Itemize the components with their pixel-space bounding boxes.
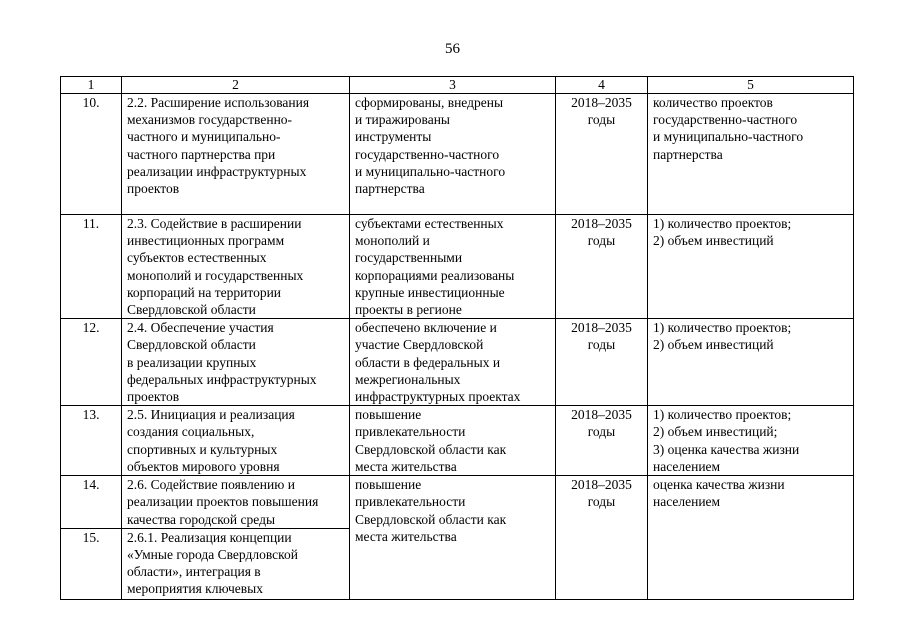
text-line: государственно-частного <box>355 146 500 162</box>
result-cell <box>350 215 556 319</box>
text-line: повышение <box>355 407 422 423</box>
measure-cell <box>122 215 350 319</box>
text-line: качества городской среды <box>127 511 276 527</box>
table-row <box>61 215 854 319</box>
row-number: 13. <box>61 406 122 476</box>
text-line: места жительства <box>355 458 457 474</box>
header-cell: 2 <box>122 77 350 94</box>
text-line: годы <box>587 233 616 249</box>
text-line: корпорациями реализованы <box>355 267 515 283</box>
text-line: спортивных и культурных <box>127 441 278 457</box>
text-line: субъектов естественных <box>127 250 267 266</box>
row-number: 14. <box>61 476 122 529</box>
header-cell: 5 <box>648 77 854 94</box>
text-line: субъектами естественных <box>355 216 504 231</box>
table-row <box>61 94 854 215</box>
measure-cell <box>122 528 350 599</box>
period-cell <box>556 406 648 476</box>
result-cell <box>350 94 556 215</box>
text-line: привлекательности <box>355 424 466 440</box>
indicator-cell <box>648 476 854 600</box>
text-line: реализации проектов повышения <box>127 494 319 510</box>
measure-cell <box>122 319 350 406</box>
table-row <box>61 319 854 406</box>
text-line: 2) объем инвестиций; <box>653 424 778 440</box>
text-line: количество проектов <box>653 95 773 110</box>
text-line: проекты в регионе <box>355 302 462 318</box>
measure-cell <box>122 406 350 476</box>
text-line: 2.3. Содействие в расширении <box>127 216 302 231</box>
indicator-cell <box>648 319 854 406</box>
header-cell: 3 <box>350 77 556 94</box>
text-line: создания социальных, <box>127 424 255 440</box>
text-line: 2) объем инвестиций <box>653 337 774 353</box>
text-line: годы <box>587 337 616 353</box>
text-line: инфраструктурных проектах <box>355 389 521 405</box>
text-line: 2.2. Расширение использования <box>127 95 310 110</box>
text-line: межрегиональных <box>355 371 461 387</box>
text-line: частного партнерства при <box>127 146 276 162</box>
text-line: 2018–2035 <box>571 477 632 493</box>
header-cell: 1 <box>61 77 122 94</box>
text-line: государственными <box>355 250 463 266</box>
text-line: 2.6.1. Реализация концепции <box>127 529 292 545</box>
text-line: 2018–2035 <box>571 320 632 336</box>
result-cell <box>350 476 556 600</box>
text-line: 2018–2035 <box>571 95 632 110</box>
text-line: проектов <box>127 181 180 197</box>
text-line: реализации инфраструктурных <box>127 163 307 179</box>
table-row <box>61 406 854 476</box>
text-line: и муниципально-частного <box>355 163 506 179</box>
table-header-row <box>61 77 854 94</box>
text-line: годы <box>587 494 616 510</box>
text-line: инструменты <box>355 129 432 145</box>
text-line: сформированы, внедрены <box>355 95 504 110</box>
row-number: 15. <box>61 528 122 599</box>
text-line: в реализации крупных <box>127 354 257 370</box>
text-line: 2018–2035 <box>571 216 632 231</box>
text-line: 3) оценка качества жизни <box>653 441 800 457</box>
text-line: монополий и государственных <box>127 267 304 283</box>
text-line: Свердловской области как <box>355 511 507 527</box>
measure-cell <box>122 476 350 529</box>
text-line: населением <box>653 494 721 510</box>
text-line: Свердловской области как <box>355 441 507 457</box>
text-line: монополий и <box>355 233 430 249</box>
text-line: повышение <box>355 477 422 493</box>
result-cell <box>350 406 556 476</box>
measures-table <box>60 76 854 600</box>
text-line: проектов <box>127 389 180 405</box>
text-line: государственно-частного <box>653 112 798 128</box>
text-line: 1) количество проектов; <box>653 320 792 336</box>
text-line: годы <box>587 424 616 440</box>
text-line: механизмов государственно- <box>127 112 293 128</box>
period-cell <box>556 215 648 319</box>
text-line: федеральных инфраструктурных <box>127 371 317 387</box>
page-number: 56 <box>445 41 460 57</box>
text-line: годы <box>587 112 616 128</box>
text-line: партнерства <box>653 146 723 162</box>
text-line: мероприятия ключевых <box>127 581 263 597</box>
text-line: 2.6. Содействие появлению и <box>127 477 295 493</box>
indicator-cell <box>648 215 854 319</box>
result-cell <box>350 319 556 406</box>
text-line: привлекательности <box>355 494 466 510</box>
text-line: области», интеграция в <box>127 564 261 580</box>
text-line: партнерства <box>355 181 425 197</box>
text-line: Свердловской области <box>127 302 256 318</box>
text-line: участие Свердловской <box>355 337 484 353</box>
text-line: Свердловской области <box>127 337 256 353</box>
text-line: населением <box>653 458 721 474</box>
row-number: 11. <box>61 215 122 319</box>
period-cell <box>556 476 648 600</box>
header-cell: 4 <box>556 77 648 94</box>
text-line: 2) объем инвестиций <box>653 233 774 249</box>
indicator-cell <box>648 94 854 215</box>
text-line: инвестиционных программ <box>127 233 285 249</box>
text-line: 2018–2035 <box>571 407 632 423</box>
row-number: 10. <box>61 94 122 215</box>
measure-cell <box>122 94 350 215</box>
row-number: 12. <box>61 319 122 406</box>
text-line: объектов мирового уровня <box>127 458 280 474</box>
text-line: и тиражированы <box>355 112 451 128</box>
text-line: корпораций на территории <box>127 284 282 300</box>
text-line: 1) количество проектов; <box>653 407 792 423</box>
table-row <box>61 476 854 529</box>
text-line: оценка качества жизни <box>653 477 785 493</box>
text-line: «Умные города Свердловской <box>127 547 298 563</box>
text-line: 1) количество проектов; <box>653 216 792 231</box>
text-line: 2.4. Обеспечение участия <box>127 320 274 336</box>
text-line: области в федеральных и <box>355 354 501 370</box>
text-line: крупные инвестиционные <box>355 284 505 300</box>
period-cell <box>556 94 648 215</box>
text-line: и муниципально-частного <box>653 129 804 145</box>
period-cell <box>556 319 648 406</box>
text-line: 2.5. Инициация и реализация <box>127 407 295 423</box>
text-line: места жительства <box>355 528 457 544</box>
indicator-cell <box>648 406 854 476</box>
text-line: обеспечено включение и <box>355 320 497 336</box>
text-line: частного и муниципально- <box>127 129 281 145</box>
